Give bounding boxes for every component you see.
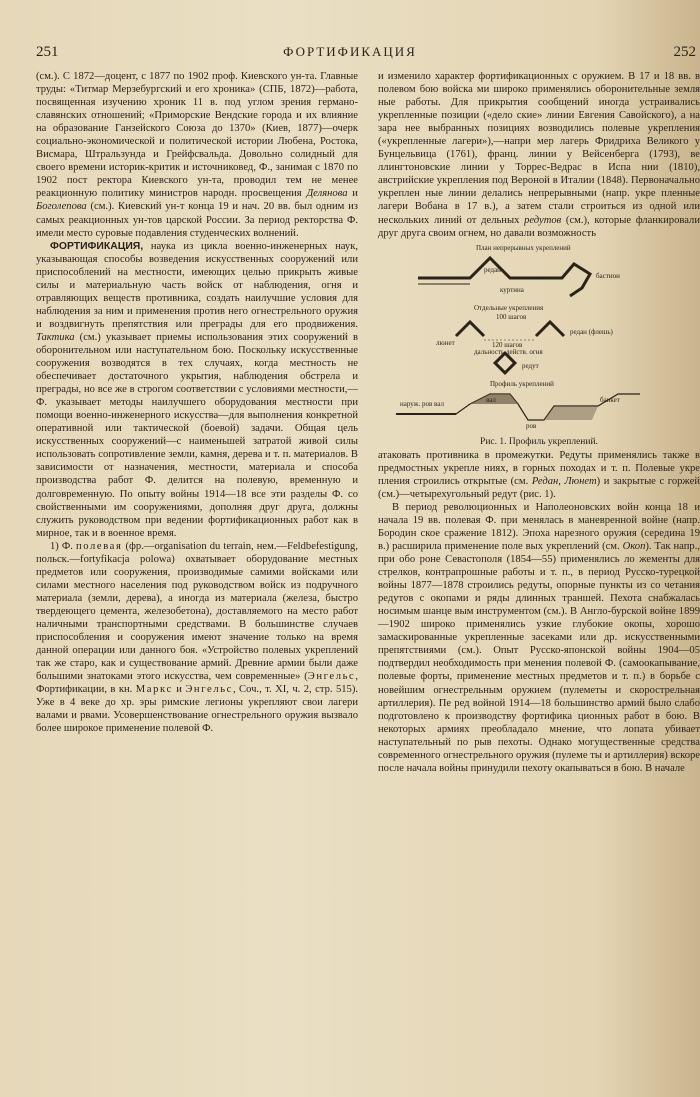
page-header xyxy=(0,44,700,66)
right-column xyxy=(378,70,700,1080)
entry-headword: ФОРТИФИКАЦИЯ, xyxy=(50,240,144,252)
paragraph-biography: (см.). С 1872—доцент, с 1877 по 1902 проф. Киевского ун-та. Главные труды: «Титмар Мерзебургский и его хроника» (СПБ, 1872)—работа, посвященная изучению хроник 11 в. под углом зрения германо-славянских отношений; «Приморские Вендские города и их влияние на образование Ганзейского Союза до 1370» (Киев, 1877)—очерк социально-экономической и политической истории Любена, Ростока, Висмара, Штральзунда и Грейфсвальда. Довольно солидный для своего времени историк-критик и источниковед, Ф., занимая с 1870 по 1902 пост ректора Киевского ун-та, проводил тем не менее реакционную политику министров народн. просвещения Делянова и Боголепова (см.). Киевский ун-т конца 19 и нач. 20 вв. был одним из самых реакционных ун-тов царской России. За период ректорства Ф. имели место суровые подавления студенческих волнений. xyxy=(36,71,358,239)
paragraph-napoleonic-wars: В период революционных и Наполеоновских войн конца 18 и начала 19 вв. полевая Ф. при менялась в маневренной войне (напр. Бородин ское сражение 1812). Эпоха нарезного оружия (середина 19 в.) расширила применение поле вых укреплений (см. Окоп). Так напр., при обо роне Севастополя (1854—55) применялись ло жементы для стрелков, контрапрошные работы и т. п., в период Русско-турецкой войны 1877—1878 строились редуты, опорные пункты из со четания редутов с окопами и ряды длинных траншей. Пехота снабжалась носимым шанце вым инструментом (см.). В Англо-бурской войне 1899—1902 широко применялись узкие глубокие окопы, хорошо замаскированные укрепленные засеками или др. искусственными препятствиями (см.). Опыт Русско-японской войны 1904—05 подтвердил необходимость при менения полевой Ф. (самоокапывание, полевые форты, применение местных предметов и т. п.) в борьбе с новейшим огнестрельным оружием (пулеметы и скорострельная артиллерия). Пе ред войной 1914—18 большинство армий было слабо подготовлено к производству фортифика ционных работ в бою. В некоторых армиях преобладало мнение, что лопата убивает наступательный по рыв пехоты. Однако могущественные средства современного огнестрельного оружия (пулеме ты и артиллерия) вскоре после начала войны принудили пехоту окапываться в бою. В начале xyxy=(378,501,700,774)
left-column xyxy=(36,70,358,1070)
lunette-shape xyxy=(456,322,484,336)
paragraph-field-fortification: 1) Ф. полевая (фр.—organisation du terrain, нем.—Feldbefestigung, польск.—fortyfikacja polowa) охватывает оборудование местных предметов или сооружения, производимые самими войсками или силами местного населения под руководством войск из подручного материала (земли, дерева), а иногда из материала (железа, быстро твердеющего цемента, железобетона), доставляемого на место работ наличными транспортными средствами. В большинстве случаев приспособления и сооружения имеют значение только на время данной операции или данного боя. «Устройство полевых укреплений так же старо, как и существование армий. Древние армии были даже большими знатоками этого искусства, чем современные» (Энгельс, Фортификации, в кн. Маркс и Энгельс, Соч., т. XI, ч. 2, стр. 515). Уже в 4 веке до хр. эры римские легионы укрепляют свои лагери валами и рвами. Усовершенствование огнестрельного оружия вызвало более широкое применение полевой Ф. xyxy=(36,540,358,735)
fortification-figure: План непрерывных укреплений редан бастион куртина Отдельные укрепления 100 шагов люнет редан (флешь) 120 шагов дальность действ. огня редут Профиль укреплений наруж. ров вал вал ров банкет xyxy=(378,244,700,434)
redan-shape xyxy=(536,322,564,336)
figure-caption: Рис. 1. Профиль укреплений. xyxy=(480,436,598,447)
page-number-left: 251 xyxy=(36,44,59,60)
page-number-right: 252 xyxy=(673,44,696,60)
redoubt-shape xyxy=(495,353,515,373)
paragraph-fortification-definition: ФОРТИФИКАЦИЯ, наука из цикла военно-инженерных наук, указывающая способы возведения искусственных сооружений или приспособлений на местности, имеющих целью прикрыть живые силы и материальную часть войск от наблюдения, огня и отравляющих веществ противника, создать наилучшие условия для наблюдения за ним и применения против него огнестрельного оружия и воздвигнуть препятствия или преграды для его продвижения. Тактика (см.) указывает приемы использования этих сооружений в оборонительном или наступательном бою. Поскольку искусственные сооружения возводятся в тех случаях, когда местность не обеспечивает достаточного укрытия, наблюдения обстрела и преграды, но все же в строгом соответствии с условиями местности,—Ф. указывает методы наилучшего оборудования местности при помощи военно-инженерного искусства—для выполнения конкретной оперативной или тактической (боевой) задачи. Общая цель искусственных сооружений—с наименьшей затратой живой силы использовать сопротивление земли, камня, дерева и т. п. материалов. В зависимости от назначения, местности, материала и способа производства работ Ф. делится на полевую, временную и долговременную. По опыту войны 1914—18 все эти разделы Ф. со свойственными им сооружениями, дополняя друг друга, должны служить руководством при ведении фортификационных работ как в мирное, так и в военное время. xyxy=(36,240,358,539)
paragraph-history-17-18: и изменило характер фортификационных с оружием. В 17 и 18 вв. в полевом бою войска ми широко применялись оборонительные земля ные работы. Для прикрытия сообщений иногда устраивались укрепленные позиции («дело ские» линии Евгения Савойского), а на зара нее выбранных позициях возводились полевые укрепления («укрепленные лагери»),—напри мер лагерь Фридриха Великого у Бунцельвица (1761), франц. линии у Вейсенберга (1793), ве ллингтоновские линии у Торрес-Ведрас в Испа нии (1810), австрийские укрепления под Вероной в Италии (1848). Первоначально укреплен ные линии делались непрерывными (напр. укре пленные лагери Вобана в 17 в.), а затем стали строиться из одной или нескольких линий от дельных редутов (см.), которые фланкировали друг друга своим огнем, но давали возможность xyxy=(378,71,700,239)
running-title: ФОРТИФИКАЦИЯ xyxy=(283,44,417,59)
paragraph-redoubts: атаковать противника в промежутки. Редуты применялись также в предмостных укрепле ниях, в горных походах и т. п. Полевые укре пления строились открытые (см. Редан, Люнет) и закрытые с горжей (см.)—четырехугольный редут (рис. 1). xyxy=(378,449,700,500)
